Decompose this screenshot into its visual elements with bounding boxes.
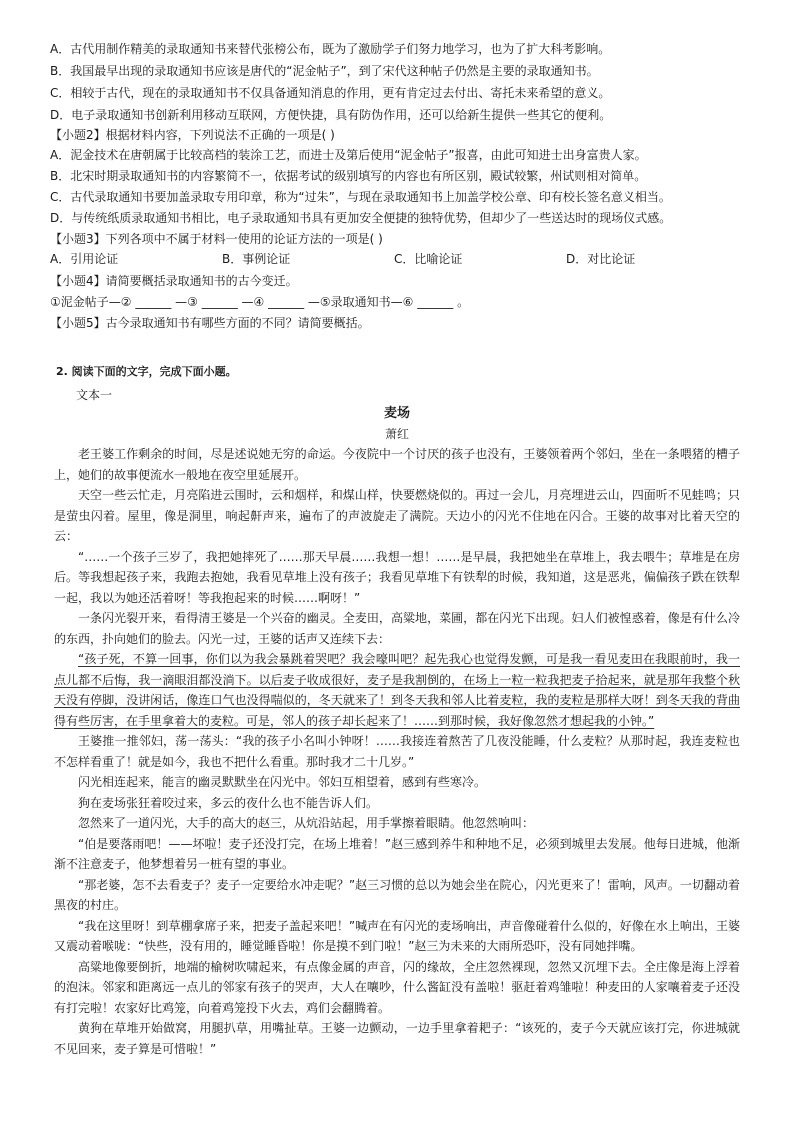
paragraph-8: 狗在麦场张狂着咬过来，多云的夜什么也不能告诉人们。 xyxy=(78,795,379,810)
q2-option-b: B．北宋时期录取通知书的内容繁简不一，依据考试的级别填写的内容也有所区别，殿试较繁，州试则相对简单。 xyxy=(50,169,647,183)
q2-option-d: D．与传统纸质录取通知书相比，电子录取通知书具有更加安全便捷的独特优势，但却少了一些送达时的现场仪式感。 xyxy=(50,211,672,225)
q1-option-d: D．电子录取通知书创新利用移动互联网，方便快捷，具有防伪作用，还可以给新生提供一些其它的便利。 xyxy=(50,108,612,122)
article-author: 萧红 xyxy=(384,427,409,441)
paragraph-5-underlined: “孩子死，不算一回事，你们以为我会暴跳着哭吧？我会嚎叫吧？起先我心也觉得发颤，可是我一看见麦田在我眼前时，我一点儿都不后悔，我一滴眼泪都没淌下。以后麦子收成很好，麦子是我割倒的，在场上一粒一粒我把麦子拾起来，就是那年我整个秋天没有停脚，没讲闲话，像连口气也没得喘似的，冬天就来了！到冬天我和邻人比着麦粒，我的麦粒是那样大呀！到冬天我的背曲得有些厉害，在手里拿着大的麦粒。可是，邻人的孩子却长起来了！……到那时候，我好像忽然才想起我的小钟。” xyxy=(54,652,740,728)
q3-options xyxy=(50,250,750,268)
q2-option-a: A．泥金技术在唐朝属于比较高档的装涂工艺，而进士及第后使用“泥金帖子”报喜，由此可知进士出身富贵人家。 xyxy=(50,148,647,162)
q4-stem: 【小题4】请简要概括录取通知书的古今变迁。 xyxy=(50,274,298,288)
paragraph-4: 一条闪光裂开来，看得清王婆是一个兴奋的幽灵。全麦田，高粱地，菜圃，都在闪光下出现。妇人们被惶惑着，像是有什么冷的东西，扑向她们的脸去。闪光一过，王婆的话声又连续下去： xyxy=(54,611,740,646)
paragraph-2: 天空一些云忙走，月亮陷进云围时，云和烟样，和煤山样，快要燃烧似的。再过一会儿，月亮埋进云山，四面听不见蛙鸣；只是萤虫闪着。屋里，像是洞里，响起鼾声来，遍布了的声波旋走了满院。天边小的闪光不住地在闪合。王婆的故事对比着天空的云： xyxy=(54,488,740,543)
paragraph-13: 高粱地像要倒折，地端的榆树吹啸起来，有点像金属的声音，闪的缘故，全庄忽然裸现，忽然又沉埋下去。全庄像是海上浮着的泡沫。邻家和距离远一点儿的邻家有孩子的哭声，大人在嚷吵，什么酱缸没有盖啦！驱赶着鸡雏啦！种麦田的人家嚷着麦子还没有打完啦！农家好比鸡笼，向着鸡笼投下火去，鸡们会翻腾着。 xyxy=(54,959,740,1015)
q3-stem: 【小题3】下列各项中不属于材料一使用的论证方法的一项是( ) xyxy=(50,232,383,246)
article-body xyxy=(54,444,740,1059)
paragraph-10: “伯是要落雨吧！——坏啦！麦子还没打完，在场上堆着！”赵三感到养牛和种地不足，必须到城里去发展。他每日进城，他渐渐不注意麦子，他梦想着另一桩有望的事业。 xyxy=(54,836,740,871)
paragraph-11: “那老婆，怎不去看麦子？麦子一定要给水冲走呢？”赵三习惯的总以为她会坐在院心，闪光更来了！雷响，风声。一切翻动着黑夜的村庄。 xyxy=(54,877,740,912)
q3-option-c: C．比喻论证 xyxy=(394,252,463,266)
q2-option-c: C．古代录取通知书要加盖录取专用印章，称为“过朱”，与现在录取通知书上加盖学校公章、印有校长签名意义相当。 xyxy=(50,190,671,204)
section-2-heading: 2. 阅读下面的文字，完成下面小题。 xyxy=(56,365,237,378)
q5-stem: 【小题5】古今录取通知书有哪些方面的不同？请简要概括。 xyxy=(50,316,370,330)
paragraph-14: 黄狗在草堆开始做窝，用腿扒草，用嘴扯草。王婆一边颤动，一边手里拿着耙子：“该死的，麦子今天就应该打完，你进城就不见回来，麦子算是可惜啦！” xyxy=(54,1021,740,1056)
paragraph-3: “……一个孩子三岁了，我把她摔死了……那天早晨……我想一想！……是早晨，我把她坐在草堆上，我去喂牛；草堆是在房后。等我想起孩子来，我跑去抱她，我看见草堆上没有孩子；我看见草堆下有铁犁的时候，我知道，这是恶兆，偏偏孩子跌在铁犁一起，我以为她还活着呀！等我抱起来的时候……啊呀！” xyxy=(54,549,740,605)
paragraph-6: 王婆推一推邻妇，荡一荡头：“我的孩子小名叫小钟呀！……我接连着熬苦了几夜没能睡，什么麦粒？从那时起，我连麦粒也不怎样看重了！就是如今，我也不把什么看重。那时我才二十几岁。” xyxy=(54,734,740,769)
article-title: 麦场 xyxy=(383,406,410,421)
paragraph-7: 闪光相连起来，能言的幽灵默默坐在闪光中。邻妇互相望着，感到有些寒冷。 xyxy=(78,775,487,789)
q3-option-a: A．引用论证 xyxy=(50,252,119,266)
q1-option-c: C．相较于古代，现在的录取通知书不仅具备通知消息的作用，更有肯定过去付出、寄托未来希望的意义。 xyxy=(50,86,611,100)
q2-stem: 【小题2】根据材料内容，下列说法不正确的一项是( ) xyxy=(50,128,335,142)
q3-option-b: B．事例论证 xyxy=(222,252,291,266)
q4-fill-line: ①泥金帖子—② ______ —③ ______ —④ ______ —⑤录取通知书—⑥ ______ 。 xyxy=(50,295,470,309)
q1-option-b: B．我国最早出现的录取通知书应该是唐代的“泥金帖子”，到了宋代这种帖子仍然是主要的录取通知书。 xyxy=(50,64,599,78)
paragraph-1: 老王婆工作剩余的时间，尽是述说她无穷的命运。今夜院中一个讨厌的孩子也没有，王婆领着两个邻妇，坐在一条喂猪的槽子上，她们的故事便流水一般地在夜空里延展开。 xyxy=(54,447,740,482)
q3-option-d: D．对比论证 xyxy=(566,252,636,266)
text-one-label: 文本一 xyxy=(76,388,113,402)
paragraph-9: 忽然来了一道闪光，大手的高大的赵三，从炕沿站起，用手掌擦着眼睛。他忽然响叫： xyxy=(78,816,535,830)
q1-option-a: A．古代用制作精美的录取通知书来替代张榜公布，既为了激励学子们努力地学习，也为了扩大科考影响。 xyxy=(50,42,611,56)
paragraph-12: “我在这里呀！到草棚拿席子来，把麦子盖起来吧！”喊声在有闪光的麦场响出，声音像碰着什么似的，好像在水上响出，王婆又震动着喉咙：“快些，没有用的，睡觉睡昏啦！你是摸不到门啦！”赵三为未来的大雨所恐吓，没有同她拌嘴。 xyxy=(54,918,740,953)
